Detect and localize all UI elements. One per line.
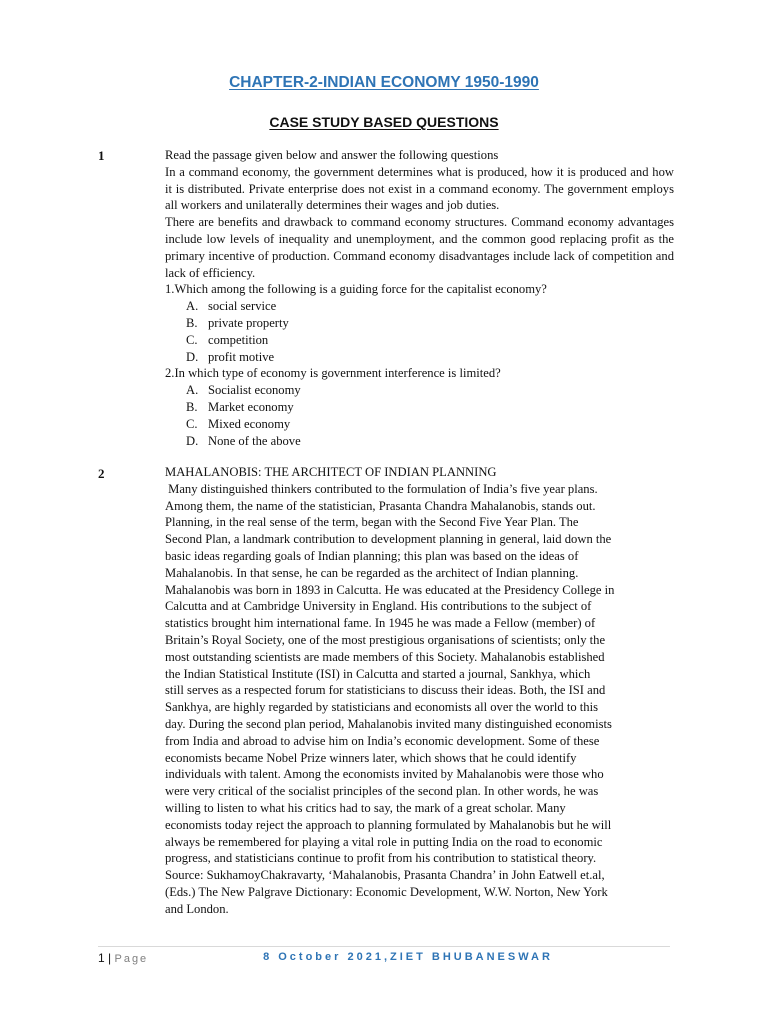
sub-question-2: 2.In which type of economy is government interference is limited? — [165, 366, 501, 381]
passage-line: Planning, in the real sense of the term, began with the Second Five Year Plan. The — [165, 515, 579, 530]
section-title: CASE STUDY BASED QUESTIONS — [269, 114, 499, 130]
footer-divider — [98, 946, 670, 947]
question-2-passage — [165, 481, 674, 918]
passage-line: (Eds.) The New Palgrave Dictionary: Economic Development, W.W. Norton, New York — [165, 884, 608, 899]
passage-line: were very critical of the socialist principles of the second plan. In other words, he was — [165, 784, 599, 799]
passage-line: Britain’s Royal Society, one of the most prestigious organisations of scientists; only the — [165, 632, 606, 647]
option-letter: A. — [186, 299, 199, 314]
option-letter: D. — [186, 349, 199, 364]
question-1-intro: Read the passage given below and answer the following questions — [165, 148, 499, 162]
passage-line: Many distinguished thinkers contributed to the formulation of India’s five year plans. — [165, 481, 598, 496]
option-letter: C. — [186, 416, 198, 431]
option-1d — [165, 349, 674, 366]
option-letter: B. — [186, 315, 198, 330]
option-letter: B. — [186, 399, 198, 414]
option-letter: D. — [186, 433, 199, 448]
question-1-paragraph-1: In a command economy, the government determines what is produced, how it is produced and how it is distributed. Private enterprise does not exist in a command economy. The government employs all workers and unilaterally determines their wages and job duties. — [165, 164, 674, 213]
option-text: Market economy — [208, 399, 294, 414]
passage-line: Sankhya, are highly regarded by statisticians and economists all over the world to this — [165, 700, 598, 715]
passage-line: willing to listen to what his critics had to say, the mark of a great scholar. Many — [165, 800, 566, 815]
option-text: Mixed economy — [208, 416, 291, 431]
question-1-paragraph-2: There are benefits and drawback to command economy structures. Command economy advantages include low levels of inequality and unemployment, and the common good replacing profit as the primary incentive of production. Command economy disadvantages include lack of competition and lack of efficiency. — [165, 215, 674, 280]
page-number — [98, 951, 148, 965]
option-text: competition — [208, 332, 269, 347]
option-text: None of the above — [208, 433, 301, 448]
passage-line: Among them, the name of the statistician, Prasanta Chandra Mahalanobis, stands out. — [165, 498, 596, 513]
chapter-title: CHAPTER-2-INDIAN ECONOMY 1950-1990 — [229, 74, 539, 91]
option-2d — [165, 433, 674, 450]
footer-date-org: 8 October 2021,ZIET BHUBANESWAR — [263, 951, 553, 963]
sub-question-1: 1.Which among the following is a guiding force for the capitalist economy? — [165, 282, 547, 297]
passage-line: basic ideas regarding goals of Indian planning; this plan was based on the ideas of — [165, 548, 579, 563]
question-2-block — [165, 464, 674, 918]
question-2-number: 2 — [98, 466, 105, 481]
option-1a — [165, 298, 674, 315]
option-1c — [165, 332, 674, 349]
passage-line: individuals with talent. Among the economists invited by Mahalanobis were those who — [165, 767, 604, 782]
option-text: Socialist economy — [208, 383, 301, 398]
passage-line: economists today reject the approach to planning formulated by Mahalanobis but he will — [165, 817, 612, 832]
option-text: private property — [208, 315, 289, 330]
question-1-block — [165, 147, 674, 449]
passage-line: Mahalanobis. In that sense, he can be regarded as the architect of Indian planning. — [165, 565, 579, 580]
passage-line: and London. — [165, 901, 229, 916]
passage-line: economists became Nobel Prize winners later, which shows that he could identify — [165, 750, 577, 765]
page-number-value: 1 — [98, 951, 105, 965]
page-label: Page — [114, 953, 149, 965]
passage-line: Calcutta and at Cambridge University in England. His contributions to the subject of — [165, 599, 592, 614]
passage-line: most outstanding scientists are made members of this Society. Mahalanobis established — [165, 649, 605, 664]
passage-line: progress, and statisticians continue to profit from his contribution to statistical theory. — [165, 851, 597, 866]
passage-line: day. During the second plan period, Mahalanobis invited many distinguished economists — [165, 716, 612, 731]
passage-line: Source: SukhamoyChakravarty, ‘Mahalanobis, Prasanta Chandra’ in John Eatwell et.al, — [165, 868, 605, 883]
page-separator: | — [104, 951, 115, 965]
passage-line: the Indian Statistical Institute (ISI) in Calcutta and started a journal, Sankhya, which — [165, 666, 591, 681]
passage-line: still serves as a respected forum for statisticians to discuss their ideas. Both, the ISI and — [165, 683, 606, 698]
option-letter: C. — [186, 332, 198, 347]
passage-line: statistics brought him international fame. In 1945 he was made a Fellow (member) of — [165, 616, 596, 631]
passage-line: Mahalanobis was born in 1893 in Calcutta. He was educated at the Presidency College in — [165, 582, 615, 597]
question-1-number: 1 — [98, 148, 105, 163]
passage-line: from India and abroad to advise him on India’s economic development. Some of these — [165, 733, 600, 748]
question-2-heading: MAHALANOBIS: THE ARCHITECT OF INDIAN PLANNING — [165, 465, 497, 479]
option-2a — [165, 382, 674, 399]
passage-line: Second Plan, a landmark contribution to development planning in general, laid down the — [165, 532, 612, 547]
passage-line: always be remembered for playing a vital role in putting India on the road to economic — [165, 834, 603, 849]
option-2b — [165, 399, 674, 416]
option-letter: A. — [186, 383, 199, 398]
option-text: profit motive — [208, 349, 275, 364]
option-text: social service — [208, 299, 277, 314]
option-1b — [165, 315, 674, 332]
option-2c — [165, 416, 674, 433]
